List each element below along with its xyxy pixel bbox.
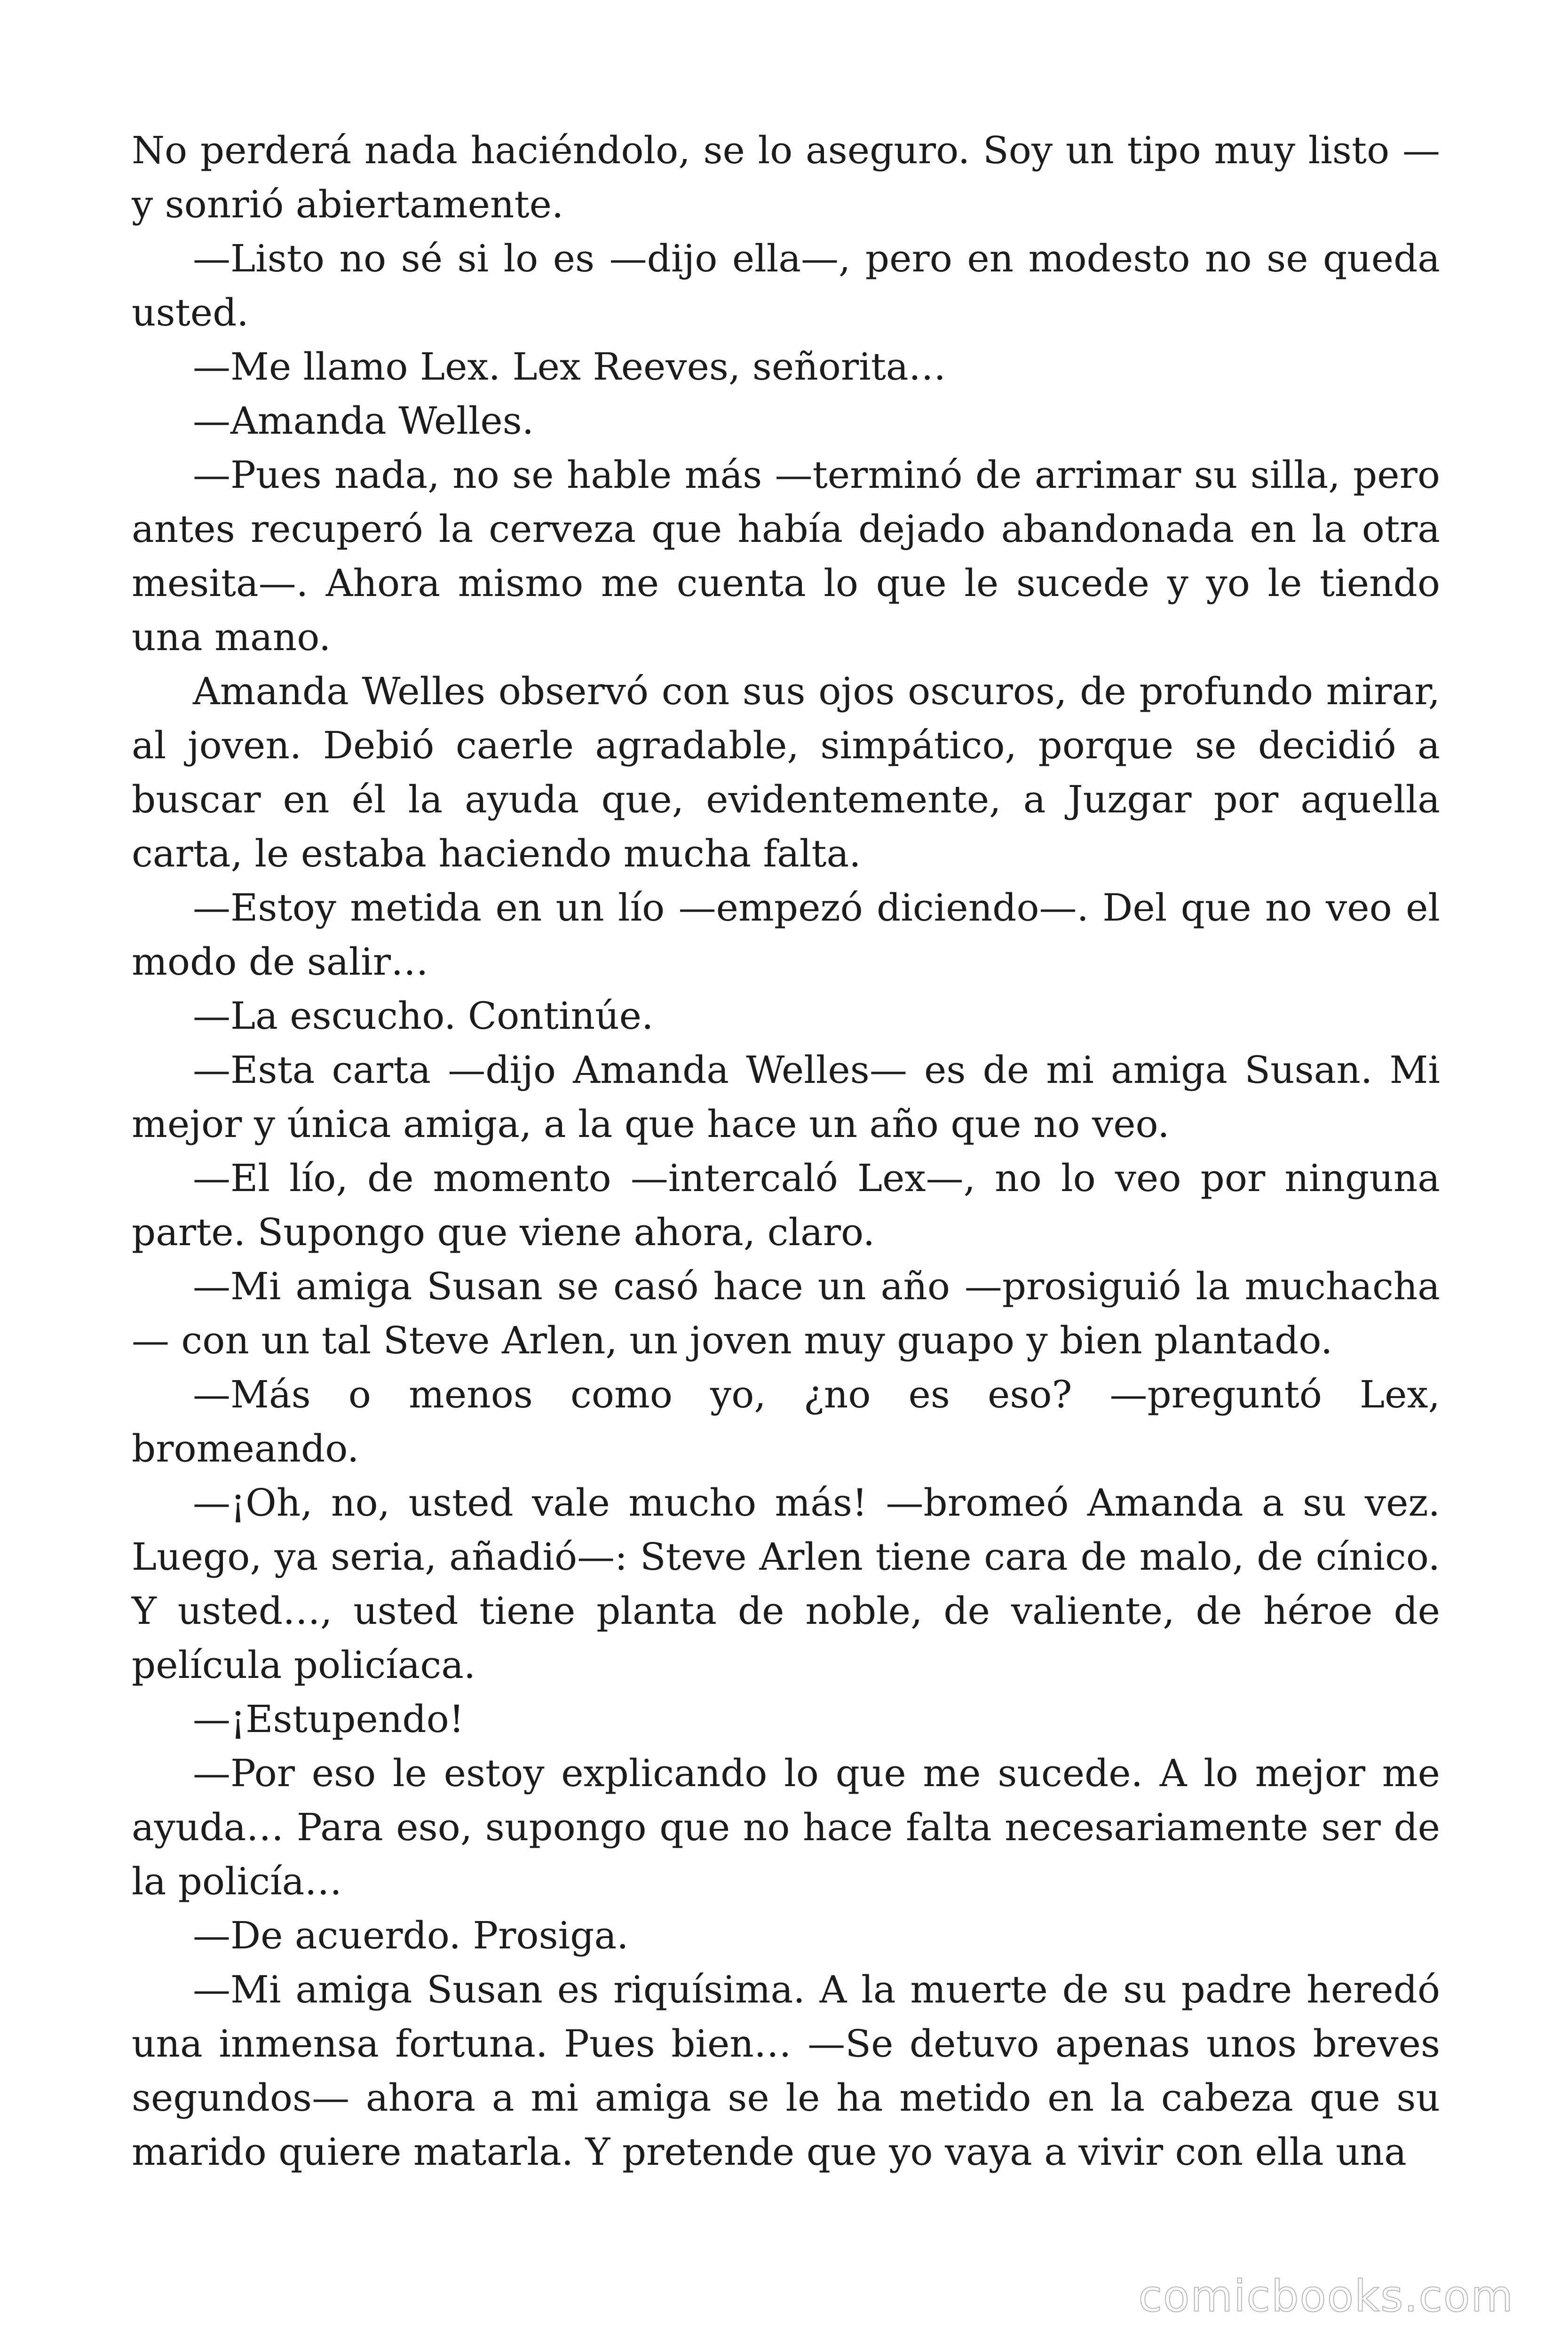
- paragraph-9: —Esta carta —dijo Amanda Welles— es de mi amiga Susan. Mi mejor y única amiga, a la que hace un año que no veo.: [132, 1048, 1440, 1146]
- paragraph-8: —La escucho. Continúe.: [193, 994, 654, 1038]
- paragraph-3: —Me llamo Lex. Lex Reeves, señorita…: [193, 345, 946, 389]
- paragraph-12: —Más o menos como yo, ¿no es eso? —preguntó Lex, bromeando.: [132, 1373, 1440, 1470]
- paragraph-15: —Por eso le estoy explicando lo que me sucede. A lo mejor me ayuda… Para eso, supongo que no hace falta necesariamente ser de la policía…: [132, 1751, 1440, 1903]
- paragraph-17: —Mi amiga Susan es riquísima. A la muerte de su padre heredó una inmensa fortuna. Pues bien… —Se detuvo apenas unos breves segundos— ahora a mi amiga se le ha metido en la cabeza que su marido quiere matarla. Y pretende que yo vaya a vivir con ella una: [132, 1968, 1440, 2174]
- paragraph-10: —El lío, de momento —intercaló Lex—, no lo veo por ninguna parte. Supongo que viene ahora, claro.: [132, 1156, 1440, 1254]
- paragraph-7: —Estoy metida en un lío —empezó diciendo—. Del que no veo el modo de salir…: [132, 886, 1440, 984]
- watermark: comicbooks.com: [1138, 2271, 1514, 2321]
- paragraph-16: —De acuerdo. Prosiga.: [193, 1914, 629, 1957]
- paragraph-2: —Listo no sé si lo es —dijo ella—, pero en modesto no se queda usted.: [132, 237, 1440, 334]
- paragraph-11: —Mi amiga Susan se casó hace un año —prosiguió la muchacha — con un tal Steve Arlen, un joven muy guapo y bien plantado.: [132, 1264, 1440, 1362]
- paragraph-6: Amanda Welles observó con sus ojos oscuros, de profundo mirar, al joven. Debió caerle agradable, simpático, porque se decidió a buscar en él la ayuda que, evidentemente, a Juzgar por aquella carta, le estaba haciendo mucha falta.: [132, 669, 1440, 875]
- paragraph-13: —¡Oh, no, usted vale mucho más! —bromeó Amanda a su vez. Luego, ya seria, añadió—: Steve Arlen tiene cara de malo, de cínico. Y usted…, usted tiene planta de noble, de valiente, de héroe de película policíaca.: [132, 1481, 1440, 1687]
- body-text: [132, 123, 1440, 2179]
- paragraph-5: —Pues nada, no se hable más —terminó de arrimar su silla, pero antes recuperó la cerveza que había dejado abandonada en la otra mesita—. Ahora mismo me cuenta lo que le sucede y yo le tiendo una mano.: [132, 453, 1440, 659]
- paragraph-1: No perderá nada haciéndolo, se lo aseguro. Soy un tipo muy listo — y sonrió abiertamente.: [132, 128, 1440, 226]
- paragraph-4: —Amanda Welles.: [193, 399, 534, 443]
- paragraph-14: —¡Estupendo!: [193, 1697, 464, 1741]
